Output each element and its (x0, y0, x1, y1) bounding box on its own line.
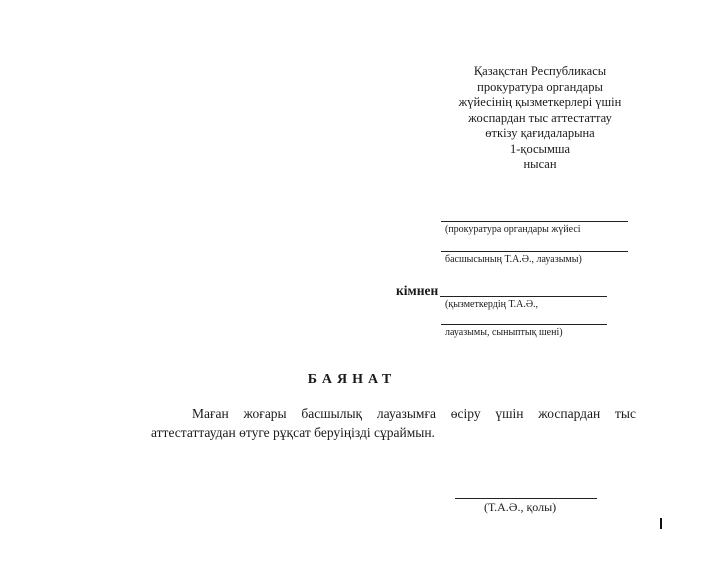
signature-line (455, 498, 597, 499)
header-line-country: Қазақстан Республикасы (473, 64, 607, 78)
recipient-caption-1: (прокуратура органдары жүйесі (445, 224, 581, 235)
header-line-rules: өткізу қағидаларына (485, 126, 595, 140)
document-body (151, 404, 636, 442)
header-line-form: нысан (523, 157, 557, 171)
appendix-header (440, 64, 640, 173)
sender-line-2 (441, 324, 607, 325)
header-line-appendix: 1-қосымша (509, 141, 571, 156)
recipient-caption-2: басшысының Т.А.Ә., лауазымы) (445, 254, 582, 265)
text-cursor (660, 518, 662, 529)
sender-caption-1: (қызметкердің Т.А.Ә., (445, 299, 539, 310)
body-line-1: Маған жоғары басшылық лауазымға өсіру үшін жоспардан тыс (192, 406, 636, 421)
document-title: БАЯНАТ (307, 372, 397, 387)
header-line-staff: жүйесінің қызметкерлері үшін (458, 95, 622, 109)
recipient-line-1 (441, 221, 628, 222)
sender-line-1 (440, 296, 607, 297)
signature-caption: (Т.А.Ә., қолы) (484, 500, 557, 514)
header-line-organ: прокуратура органдары (477, 79, 603, 94)
recipient-line-2 (441, 251, 628, 252)
header-line-attestation: жоспардан тыс аттестаттау (468, 110, 612, 125)
sender-label: кімнен (396, 283, 439, 298)
sender-caption-2: лауазымы, сыныптық шені) (445, 327, 563, 338)
body-line-2: аттестаттаудан өтуге рұқсат беруіңізді сұраймын. (151, 425, 435, 440)
